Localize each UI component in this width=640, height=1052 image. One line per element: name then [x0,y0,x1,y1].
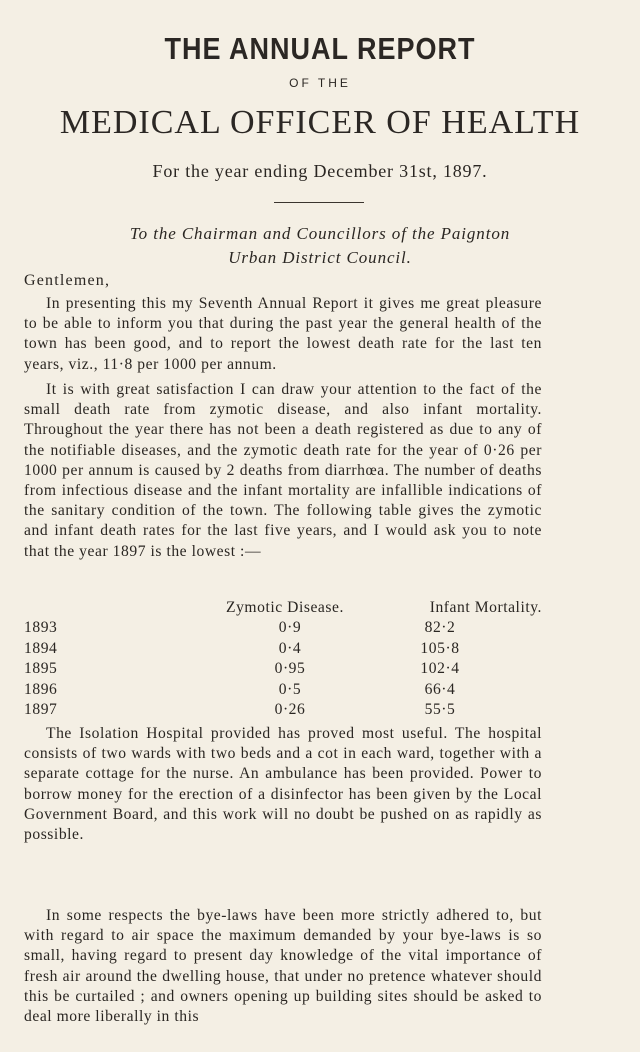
table-row [24,640,542,661]
row-zymotic: 0·26 [274,701,306,718]
paragraph-1 [24,294,542,375]
row-year: 1897 [24,701,58,718]
row-zymotic: 0·95 [274,660,306,677]
row-infant: 66·4 [424,680,456,698]
address-line-1: To the Chairman and Councillors of the Paignton [129,224,511,243]
table-row [24,701,542,722]
row-zymotic: 0·4 [278,639,302,657]
table-row [24,619,542,640]
table-row [24,660,542,681]
table-header [24,599,542,619]
office-heading: MEDICAL OFFICER OF HEALTH [59,104,581,141]
report-title: THE ANNUAL REPORT [164,32,476,66]
row-year: 1896 [24,680,58,698]
paragraph-3 [24,724,542,845]
row-infant: 82·2 [424,619,456,636]
row-infant: 102·4 [420,660,460,677]
salutation: Gentlemen, [24,272,111,289]
column-header-infant: Infant Mortality. [429,599,542,616]
address-line-2: Urban District Council. [228,248,412,267]
report-period: For the year ending December 31st, 1897. [152,161,488,181]
paragraph-text: In some respects the bye-laws have been more strictly adhered to, but with regard to air space the maximum demanded by your bye-laws is so small, having regard to present day knowledge of the vital importance of fresh air around the dwelling house, that under no pretence whatever should this be curtailed ; and owners opening up building sites should be asked to deal more liberally in this [24,907,542,1026]
of-the-line: OF THE [289,76,351,90]
row-infant: 55·5 [424,701,456,718]
paragraph-text: It is with great satisfaction I can draw your attention to the fact of the small death rate from zymotic disease, and also infant mortality. Throughout the year there has not been a death registered as due to any of the notifiable diseases, and the zymotic death rate for the year of 0·26 per 1000 per annum is caused by 2 deaths from diarrhœa. The number of deaths from infectious disease and the infant mortality are infallible indications of the sanitary condition of the town. The following table gives the zymotic and infant death rates for the last five years, and I would ask you to note that the year 1897 is the lowest :— [24,381,542,560]
row-year: 1894 [24,639,58,657]
paragraph-text: In presenting this my Seventh Annual Report it gives me great pleasure to be able to inform you that during the past year the general health of the town has been good, and to report the lowest death rate for the last ten years, viz., 11·8 per 1000 per annum. [24,295,542,373]
divider-rule [274,202,364,203]
row-year: 1895 [24,660,58,677]
row-zymotic: 0·9 [278,619,302,636]
death-rate-table [24,599,542,722]
paragraph-4 [24,906,542,1027]
column-header-zymotic: Zymotic Disease. [226,599,344,616]
paragraph-text: The Isolation Hospital provided has proved most useful. The hospital consists of two wards with two beds and a cot in each ward, together with a separate cottage for the nurse. An ambulance has been provided. Power to borrow money for the erection of a disinfector has been given by the Local Government Board, and this work will no doubt be pushed on as rapidly as possible. [24,725,542,844]
row-infant: 105·8 [420,639,460,657]
paragraph-2 [24,380,542,562]
row-zymotic: 0·5 [278,680,302,698]
row-year: 1893 [24,619,58,636]
table-row [24,681,542,702]
